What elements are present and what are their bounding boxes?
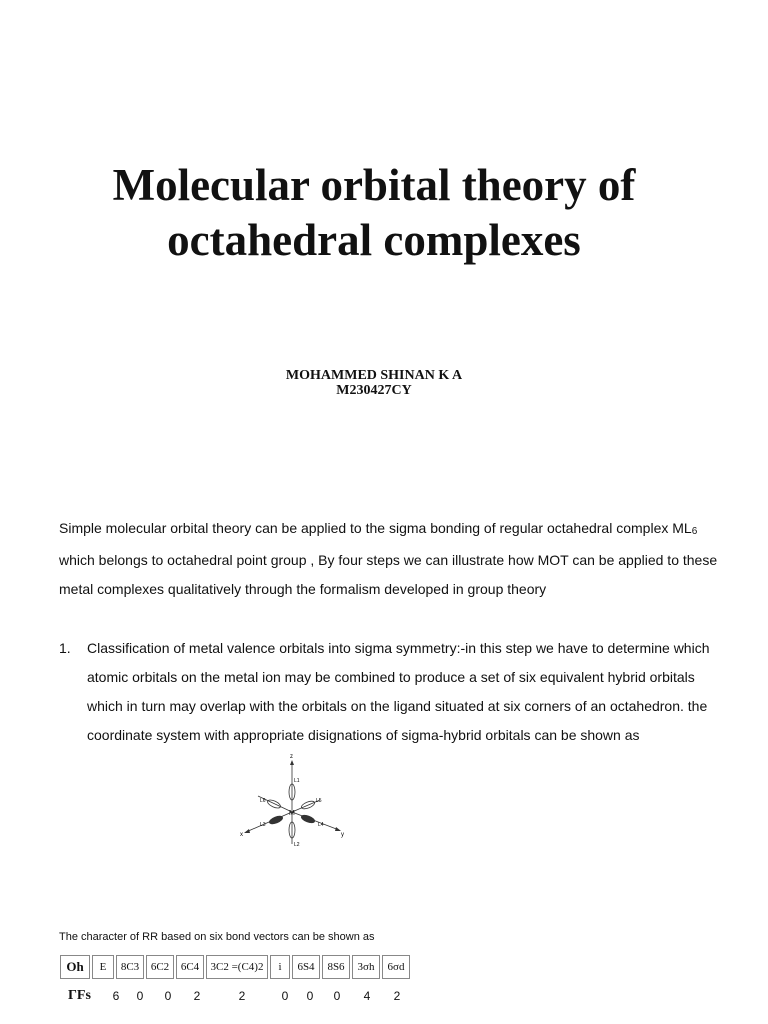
axis-z-label: z [290,754,293,760]
list-text: Classification of metal valence orbitals into sigma symmetry:-in this step we have to determine which atomic orbitals on the metal ion may be combined to produce a set of six equivalent hybrid orbitals which in turn may overlap with the orbitals on the ligand situated at six corners of an octahedron. the coordinate system with appropriate disignations of sigma-hybrid orbitals can be shown as [87,640,710,743]
header-cell: 3σh [352,955,380,979]
header-cell: 3C2 =(C4)2 [206,955,268,979]
value-cell: 0 [136,989,144,1003]
metal-center-label: M [289,810,295,817]
value-cell: 4 [363,989,371,1003]
header-cell: E [92,955,114,979]
ligand-l6-label: L6 [260,798,266,804]
value-cell: 0 [306,989,314,1003]
character-table-header-row [60,955,412,985]
character-table-value-row [60,985,412,1007]
character-table [60,955,412,1007]
intro-text-2: which belongs to octahedral point group , By four steps we can illustrate how MOT can be applied to these metal complexes qualitatively through the formalism developed in group theory [59,552,718,597]
intro-paragraph [59,514,719,604]
value-cell: 2 [393,989,401,1003]
ligand-l3-label: L3 [260,822,266,828]
ligand-l5-label: L5 [316,798,322,804]
header-cell: 6C2 [146,955,174,979]
ml-subscript: 6 [691,526,698,537]
header-cell: 8C3 [116,955,144,979]
page-title [40,158,708,268]
header-cell: 6σd [382,955,410,979]
header-cell: i [270,955,290,979]
axis-x-label: x [240,832,243,838]
title-line-2: octahedral complexes [167,215,581,265]
title-line-1: Molecular orbital theory of [112,160,636,210]
value-cell: 2 [238,989,246,1003]
author-id: M230427CY [336,383,412,398]
ml-formula: ML [672,520,692,536]
axis-y-label: y [341,832,344,838]
author-name: MOHAMMED SHINAN K A [285,368,463,383]
header-cell: 8S6 [322,955,350,979]
author-block [0,368,748,398]
intro-text-1: Simple molecular orbital theory can be applied to the sigma bonding of regular octahedral complex [59,520,673,536]
lobe-l4 [300,814,315,825]
value-cell: 2 [193,989,201,1003]
ligand-l2-label: L2 [294,842,300,848]
lobe-l3 [268,815,283,826]
octahedral-coordinate-diagram [236,752,356,852]
ligand-l4-label: L4 [318,822,324,828]
row-label-cell: ΓFs [68,988,91,1003]
ligand-l1-label: L1 [294,778,300,784]
header-cell: 6C4 [176,955,204,979]
value-cell: 0 [164,989,172,1003]
value-cell: 0 [333,989,341,1003]
list-item [59,634,719,750]
list-number: 1. [59,640,71,656]
table-caption: The character of RR based on six bond vectors can be shown as [59,931,375,943]
header-cell: Oh [60,955,90,979]
lobe-l6 [266,798,281,809]
value-cell: 0 [281,989,289,1003]
value-cell: 6 [112,989,120,1003]
header-cell: 6S4 [292,955,320,979]
